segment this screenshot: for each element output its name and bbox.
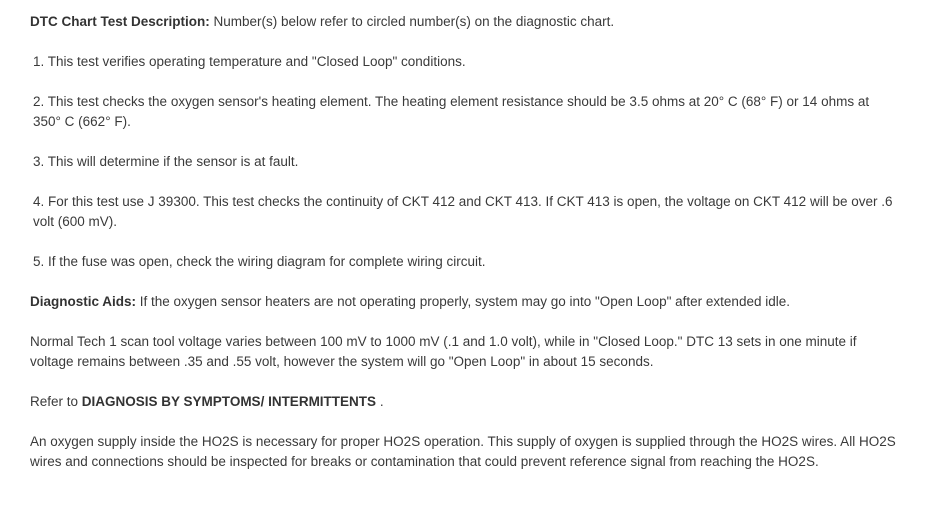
- refer-prefix: Refer to: [30, 394, 82, 409]
- diagnostic-aids-text: If the oxygen sensor heaters are not operating properly, system may go into "Open Loop" after extended idle.: [136, 294, 790, 309]
- test-description-label: DTC Chart Test Description:: [30, 14, 210, 29]
- diagnostic-aids-label: Diagnostic Aids:: [30, 294, 137, 309]
- diagnostic-aids-paragraph: [30, 292, 900, 312]
- document-body: [30, 12, 900, 492]
- oxygen-supply-paragraph: An oxygen supply inside the HO2S is necessary for proper HO2S operation. This supply of oxygen is supplied through the HO2S wires. All HO2S wires and connections should be inspected for breaks or contamination that could prevent reference signal from reaching the HO2S.: [30, 434, 896, 469]
- test-description-paragraph: [30, 12, 900, 32]
- step-4: 4. For this test use J 39300. This test checks the continuity of CKT 412 and CKT 413. If CKT 413 is open, the voltage on CKT 412 will be over .6 volt (600 mV).: [33, 194, 893, 229]
- step-5: 5. If the fuse was open, check the wiring diagram for complete wiring circuit.: [33, 254, 486, 269]
- step-2: 2. This test checks the oxygen sensor's heating element. The heating element resistance should be 3.5 ohms at 20° C (68° F) or 14 ohms at 350° C (662° F).: [33, 94, 870, 129]
- refer-suffix: .: [376, 394, 384, 409]
- step-3: 3. This will determine if the sensor is at fault.: [33, 154, 299, 169]
- diagnosis-symptoms-link[interactable]: DIAGNOSIS BY SYMPTOMS/ INTERMITTENTS: [81, 394, 377, 409]
- refer-paragraph: [30, 392, 900, 412]
- test-description-text: Number(s) below refer to circled number(s) on the diagnostic chart.: [209, 14, 615, 29]
- step-1: 1. This test verifies operating temperature and "Closed Loop" conditions.: [33, 54, 466, 69]
- scan-tool-paragraph: Normal Tech 1 scan tool voltage varies between 100 mV to 1000 mV (.1 and 1.0 volt), while in "Closed Loop." DTC 13 sets in one minute if voltage remains between .35 and .55 volt, however the system will go "Open Loop" in about 15 seconds.: [30, 334, 857, 369]
